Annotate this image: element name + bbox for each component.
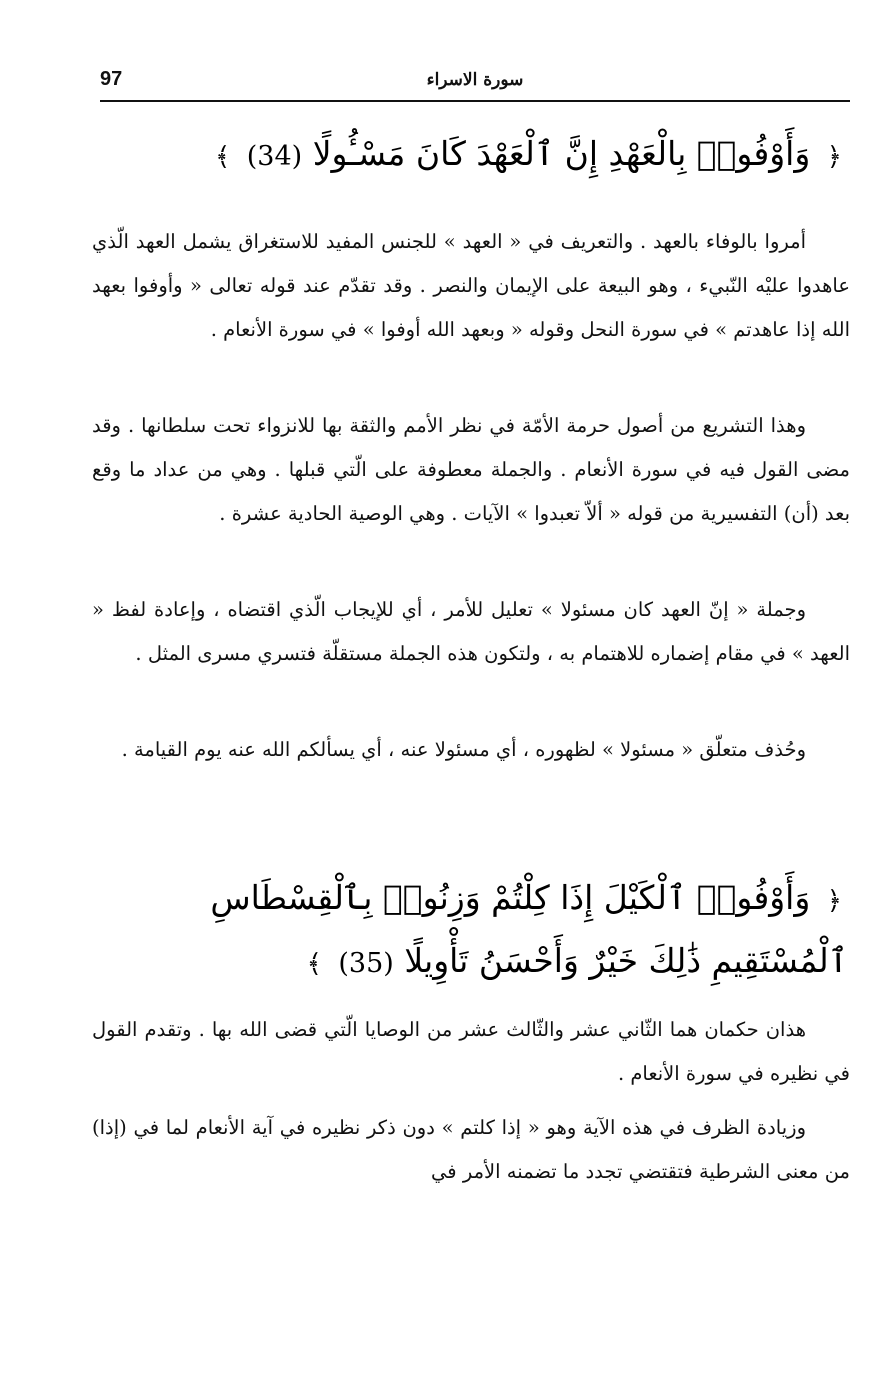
quran-verse-34 bbox=[70, 128, 848, 183]
commentary-paragraph: هذان حكمان هما الثّاني عشر والثّالث عشر من الوصايا الّتي قضى الله بها . وتقدم القول في نظيره في سورة الأنعام . bbox=[92, 1018, 850, 1085]
commentary-paragraph: وحُذف متعلّق « مسئولا » لظهوره ، أي مسئولا عنه ، أي يسألكم الله عنه يوم القيامة . bbox=[121, 738, 806, 761]
ornate-bracket-open: ﴿ bbox=[826, 142, 842, 172]
page-number: 97 bbox=[100, 68, 123, 90]
commentary-paragraph: أمروا بالوفاء بالعهد . والتعريف في « العهد » للجنس المفيد للاستغراق يشمل العهد الّذي عاهدوا عليْه النّبيء ، وهو البيعة على الإيمان والنصر . وقد تقدّم عند قوله تعالى « وأوفوا بعهد الله إذا عاهدتم » في سورة النحل وقوله « وبعهد الله أوفوا » في سورة الأنعام . bbox=[92, 230, 850, 341]
ornate-bracket-close: ﴾ bbox=[215, 142, 231, 172]
ornate-bracket-close: ﴾ bbox=[306, 949, 322, 979]
ayah-number: (34) bbox=[246, 141, 303, 172]
verse-text: وَأَوْفُوا۟ ٱلْكَيْلَ إِذَا كِلْتُمْ وَزِنُوا۟ بِٱلْقِسْطَاسِ ٱلْمُسْتَقِيمِ ذَٰلِكَ خَيْرٌ وَأَحْسَنُ تَأْوِيلًا bbox=[210, 878, 848, 980]
commentary-paragraph: وزيادة الظرف في هذه الآية وهو « إذا كلتم » دون ذكر نظيره في آية الأنعام لما في (إذا) من معنى الشرطية فتقتضي تجدد ما تضمنه الأمر في bbox=[92, 1116, 850, 1183]
ornate-bracket-open: ﴿ bbox=[826, 886, 842, 916]
page-header bbox=[100, 64, 850, 102]
ayah-number: (35) bbox=[338, 948, 394, 979]
commentary-paragraph: وهذا التشريع من أصول حرمة الأمّة في نظر الأمم والثقة بها للانزواء تحت سلطانها . وقد مضى القول فيه في سورة الأنعام . والجملة معطوفة على الّتي قبلها . وهي من عداد ما وقع بعد (أن) التفسيرية من قوله « ألاّ تعبدوا » الآيات . وهي الوصية الحادية عشرة . bbox=[92, 414, 850, 525]
running-head: سورة الاسراء bbox=[426, 70, 524, 90]
quran-verse-35 bbox=[70, 868, 848, 994]
verse-text: وَأَوْفُوا۟ بِالْعَهْدِ إِنَّ ٱلْعَهْدَ كَانَ مَسْـُٔولًا bbox=[312, 134, 811, 173]
commentary-paragraph: وجملة « إنّ العهد كان مسئولا » تعليل للأمر ، أي للإيجاب الّذي اقتضاه ، وإعادة لفظ « العهد » في مقام إضماره للاهتمام به ، ولتكون هذه الجملة مستقلّة فتسري مسرى المثل . bbox=[92, 598, 850, 665]
